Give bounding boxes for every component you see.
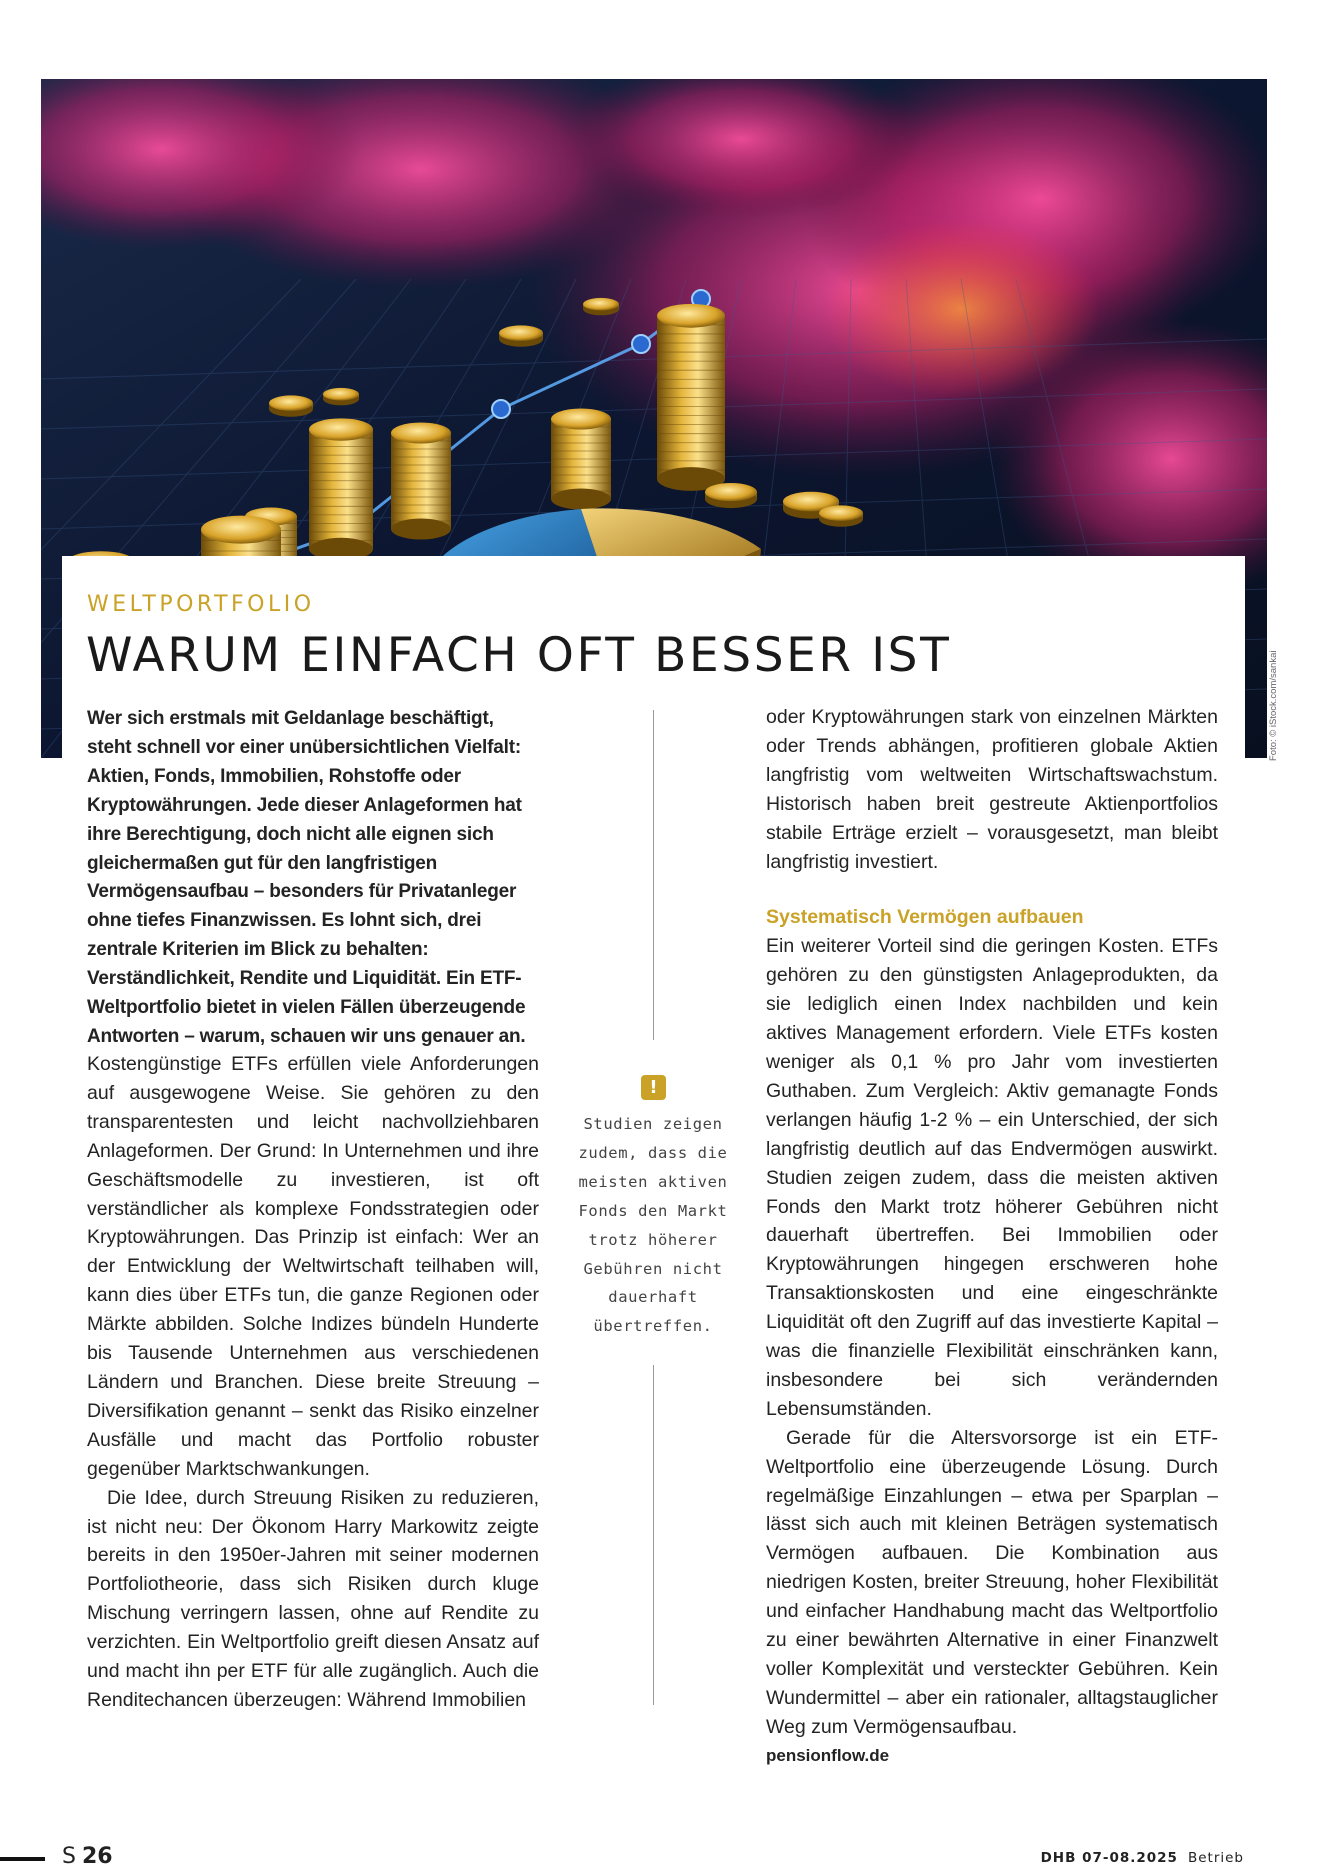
article-headline: WARUM EINFACH OFT BESSER IST [86, 628, 952, 683]
article-lead [87, 705, 535, 1052]
column-divider-bottom [653, 1365, 654, 1705]
section-label: Betrieb [1187, 1850, 1244, 1866]
body-paragraph: Die Idee, durch Streuung Risiken zu reduzieren, ist nicht neu: Der Ökonom Harry Markowitz zeigte bereits in den 1950er-Jahren mit seiner modernen Portfoliotheorie, dass sich Risiken durch kluge Mischung verringern lassen, ohne auf Rendite zu verzichten. Ein Weltportfolio greift diesen Ansatz auf und macht ihn per ETF für alle zugänglich. Auch die Renditechancen überzeugen: Während Immobilien [87, 1486, 539, 1711]
right-column [766, 703, 1218, 1771]
article-kicker: WELTPORTFOLIO [87, 592, 315, 617]
issue-info [1041, 1850, 1244, 1866]
issue-label: DHB 07-08.2025 [1040, 1850, 1178, 1866]
left-column [87, 1050, 539, 1715]
body-paragraph: Ein weiterer Vorteil sind die geringen Kosten. ETFs gehören zu den günstigsten Anlageprodukten, da sie lediglich einen Index nachbilden und kein aktives Management erfordern. Viele ETFs kosten weniger als 0,1 % pro Jahr vom investierten Guthaben. Zum Vergleich: Aktiv gemanagte Fonds verlangen häufig 1-2 % – ein Unterschied, der sich langfristig deutlich auf das Endvermögen auswirkt. Studien zeigen zudem, dass die meisten aktiven Fonds den Markt trotz höherer Gebühren nicht dauerhaft übertreffen. Bei Immobilien oder Kryptowährungen hingegen erschweren hohe Transaktionskosten und eine eingeschränkte Liquidität oft den Zugriff auf das investierte Kapital – was die finanzielle Flexibilität einschränken kann, insbesondere bei sich verändernden Lebensumständen. [766, 935, 1218, 1420]
column-divider-top [653, 710, 654, 1040]
warning-icon: ! [641, 1075, 666, 1100]
page-number [62, 1844, 113, 1869]
footer-rule [0, 1857, 45, 1861]
page-prefix: S [62, 1844, 76, 1869]
body-paragraph: oder Kryptowährungen stark von einzelnen Märkten oder Trends abhängen, profitieren globale Aktien langfristig vom weltweiten Wirtschaftswachstum. Historisch haben breit gestreute Aktienportfolios stabile Erträge erzielt – vorausgesetzt, man bleibt langfristig investiert. [766, 706, 1218, 873]
lead-paragraph: Wer sich erstmals mit Geldanlage beschäftigt, steht schnell vor einer unübersichtlichen Vielfalt: Aktien, Fonds, Immobilien, Rohstoffe oder Kryptowährungen. Jede dieser Anlageformen hat ihre Berechtigung, doch nicht alle eignen sich gleichermaßen gut für den langfristigen Vermögensaufbau – besonders für Privatanleger ohne tiefes Finanzwissen. Es lohnt sich, drei zentrale Kriterien im Blick zu behalten: Verständlichkeit, Rendite und Liquidität. Ein ETF-Weltportfolio bietet in vielen Fällen überzeugende Antworten – warum, schauen wir uns genauer an. [87, 708, 526, 1047]
pull-quote: Studien zeigen zudem, dass die meisten aktiven Fonds den Markt trotz höherer Gebühren nicht dauerhaft übertreffen. [578, 1115, 728, 1336]
section-subheading: Systematisch Vermögen aufbauen [766, 906, 1084, 929]
body-paragraph: Kostengünstige ETFs erfüllen viele Anforderungen auf ausgewogene Weise. Sie gehören zu den transparentesten und leicht nachvollziehbaren Anlageformen. Der Grund: In Unternehmen und ihre Geschäftsmodelle zu investieren, ist oft verständlicher als komplexe Fondsstrategien oder Kryptowährungen. Das Prinzip ist einfach: Wer an der Entwicklung der Weltwirtschaft teilhaben will, kann dies über ETFs tun, die ganze Regionen oder Märkte abbilden. Solche Indizes bündeln Hunderte bis Tausende Unternehmen aus verschiedenen Ländern und Branchen. Diese breite Streuung – Diversifikation genannt – senkt das Risiko einzelner Ausfälle und macht das Portfolio robuster gegenüber Marktschwankungen. [87, 1053, 539, 1480]
page-number-value: 26 [81, 1844, 113, 1869]
source-link[interactable]: pensionflow.de [766, 1745, 890, 1765]
body-paragraph: Gerade für die Altersvorsorge ist ein ETF-Weltportfolio eine überzeugende Lösung. Durch regelmäßige Einzahlungen – etwa per Sparplan – lässt sich auch mit kleinen Beträgen systematisch Vermögen aufbauen. Die Kombination aus niedrigen Kosten, breiter Streuung, hoher Flexibilität und einfacher Handhabung macht das Weltportfolio zu einer bewährten Alternative in einer Finanzwelt voller Komplexität und versteckter Gebühren. Kein Wundermittel – aber ein rationaler, alltagstauglicher Weg zum Vermögensaufbau. [766, 1426, 1218, 1738]
